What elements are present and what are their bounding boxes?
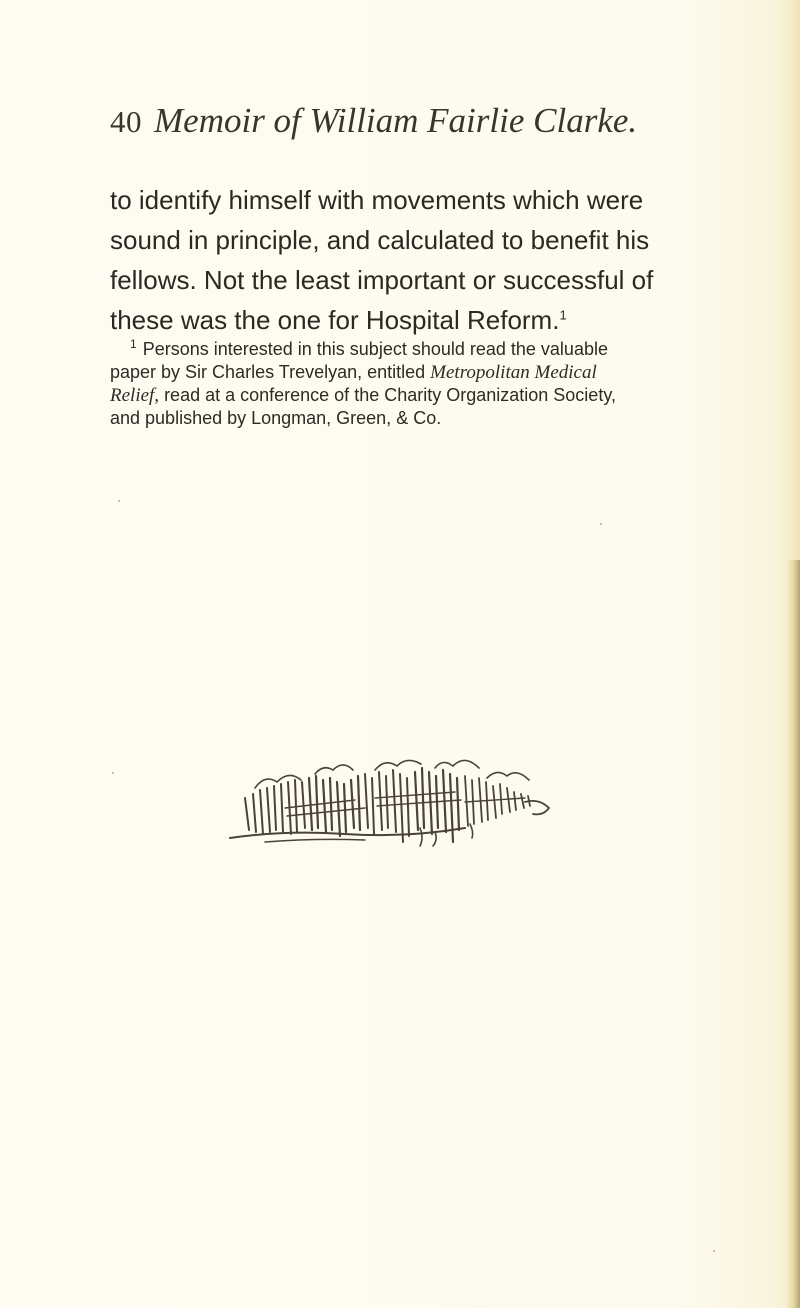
running-head-title: Memoir of William Fairlie Clarke. xyxy=(154,101,638,140)
footnote-italic-title: Relief, xyxy=(110,385,160,406)
footnote-reference: 1 xyxy=(559,307,567,323)
paper-speck xyxy=(112,772,114,774)
running-head xyxy=(110,96,730,146)
paper-speck xyxy=(118,500,120,502)
footnote-marker: 1 xyxy=(130,337,137,351)
body-line-text: these was the one for Hospital Reform. xyxy=(110,305,560,335)
footnote-line: and published by Longman, Green, & Co. xyxy=(110,408,442,428)
tailpiece-ornament-icon xyxy=(225,758,585,848)
footnote xyxy=(110,338,750,430)
footnote-text: paper by Sir Charles Trevelyan, entitled xyxy=(110,362,431,382)
body-line: sound in principle, and calculated to benefit his xyxy=(110,225,650,255)
body-paragraph xyxy=(110,180,750,340)
paper-speck xyxy=(600,523,602,525)
footnote-text: Persons interested in this subject should read the valuable xyxy=(142,339,608,359)
page-edge-shading xyxy=(790,0,800,560)
page-number: 40 xyxy=(110,104,142,139)
paper-speck xyxy=(713,1250,715,1252)
body-line: fellows. Not the least important or successful of xyxy=(110,265,654,295)
footnote-line xyxy=(110,338,750,361)
footnote-line xyxy=(110,361,750,384)
footnote-line xyxy=(110,384,750,407)
page-edge-shadow xyxy=(786,560,800,1308)
footnote-text: read at a conference of the Charity Organization Society, xyxy=(159,385,616,405)
body-line-last xyxy=(110,300,750,340)
body-line: to identify himself with movements which were xyxy=(110,185,644,215)
footnote-italic-title: Metropolitan Medical xyxy=(430,362,597,383)
